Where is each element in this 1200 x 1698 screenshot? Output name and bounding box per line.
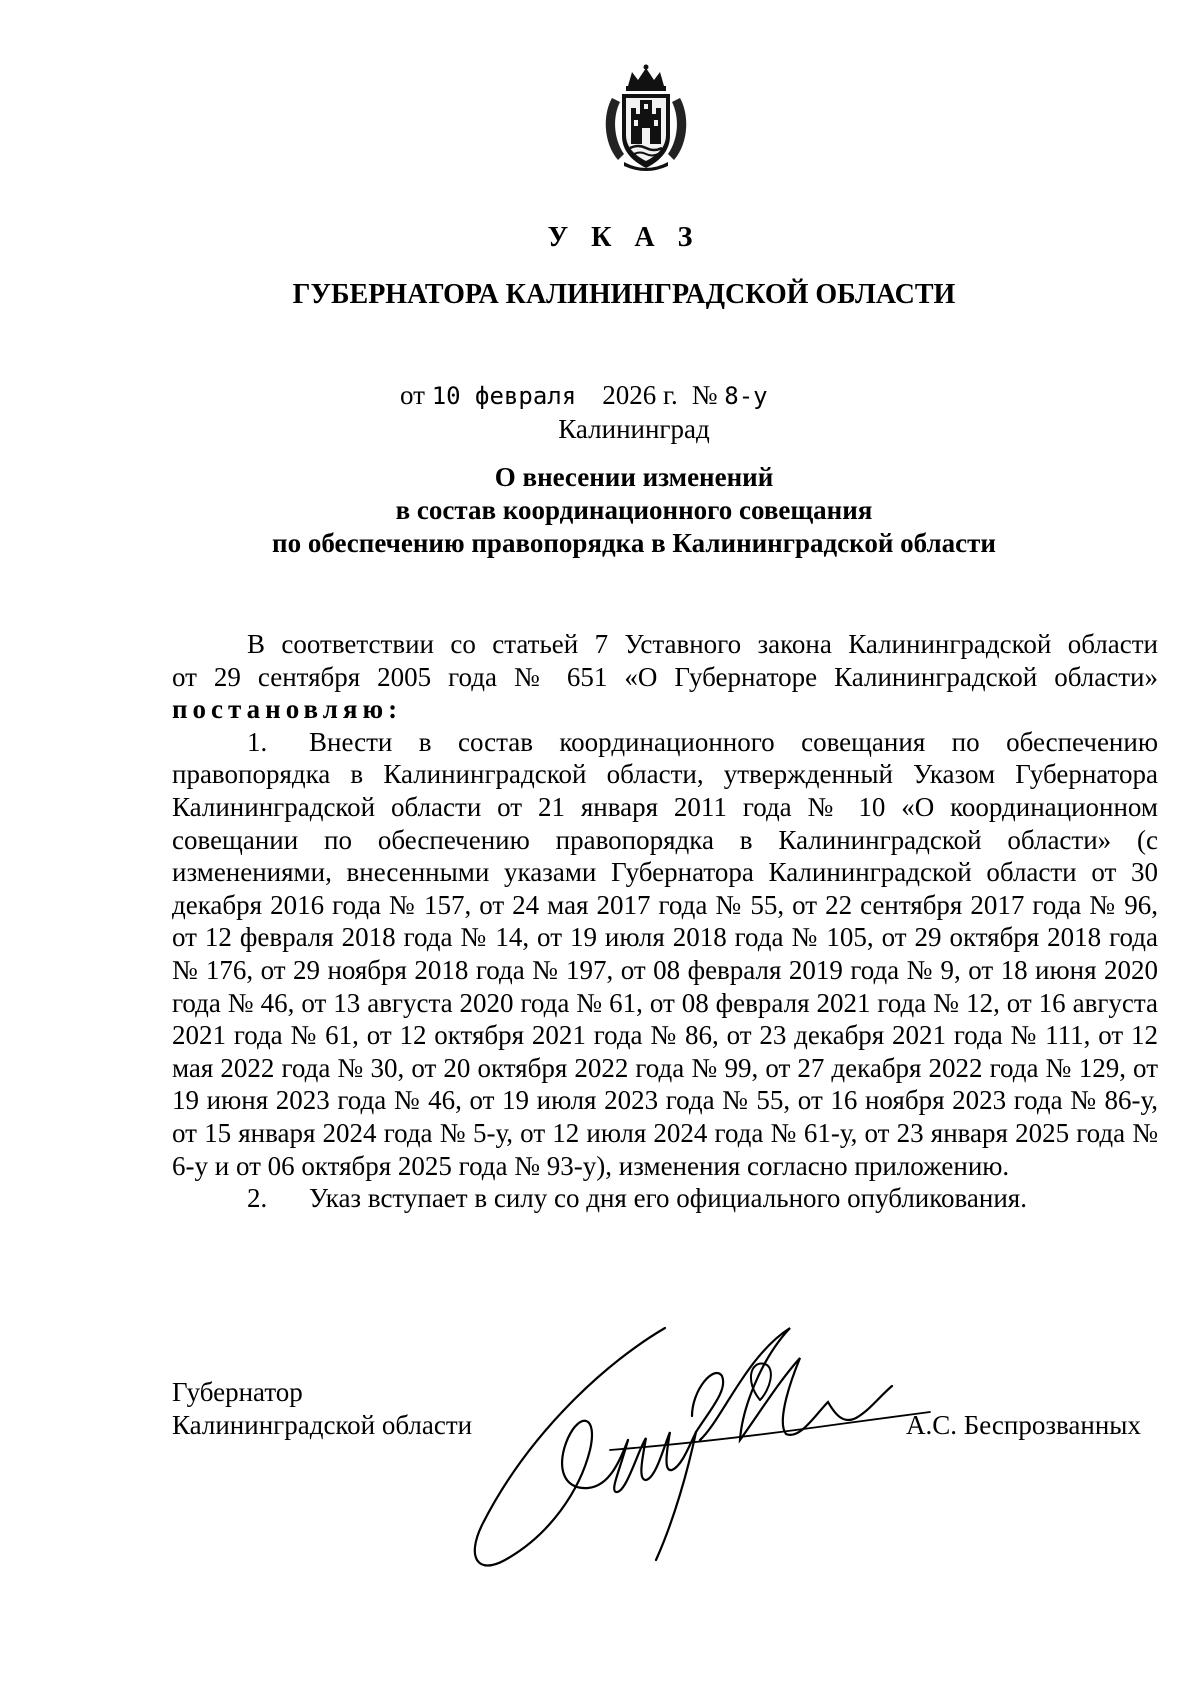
signer-title (172, 1376, 472, 1442)
number-prefix: № (691, 380, 718, 410)
date-value: 10 февраля (431, 382, 577, 410)
handwritten-signature (460, 1320, 940, 1580)
document-subject (0, 461, 1200, 560)
preamble-line: В соответствии со статьей 7 Уставного закона Калининградской области (247, 629, 1158, 659)
signer-title-line: Калининградской области (172, 1410, 473, 1440)
coat-of-arms-emblem (598, 62, 694, 174)
date-number-line (400, 380, 768, 411)
document-type-heading: У К А З (547, 222, 701, 253)
subject-line: в состав координационного совещания (395, 495, 873, 525)
item-text: Внести в состав координационного совещания по обеспечению правопорядка в Калининградской области, утвержденный Указом Губернатора Калининградской области от 21 января 2011 года № 10 «О координационном совещании по обеспечению правопорядка в Калининградской области» (с изменениями, внесенными указами Губернатора Калининградской области от 30 декабря 2016 года № 157, от 24 мая 2017 года № 55, от 22 сентября 2017 года № 96, от 12 февраля 2018 года № 14, от 19 июля 2018 года № 105, от 29 октября 2018 года № 176, от 29 ноября 2018 года № 197, от 08 февраля 2019 года № 9, от 18 июня 2020 года № 46, от 13 августа 2020 года № 61, от 08 февраля 2021 года № 12, от 16 августа 2021 года № 61, от 12 октября 2021 года № 86, от 23 декабря 2021 года № 111, от 12 мая 2022 года № 30, от 20 октября 2022 года № 99, от 27 декабря 2022 года № 129, от 19 июня 2023 года № 46, от 19 июля 2023 года № 55, от 16 ноября 2023 года № 86-у, от 15 января 2024 года № 5-у, от 12 июля 2024 года № 61-у, от 23 января 2025 года № 6-у и от 06 октября 2025 года № 93-у), изменения согласно приложению. (172, 726, 1158, 1181)
document-body (172, 628, 1158, 1215)
year-value: 2026 г. (602, 380, 678, 410)
item-number: 2. (247, 1183, 268, 1214)
date-prefix: от (400, 380, 425, 410)
decree-item-2 (172, 1182, 1158, 1215)
city-name: Калининград (558, 414, 710, 444)
decree-verb: постановляю: (172, 694, 403, 725)
item-text: Указ вступает в силу со дня его официального опубликования. (309, 1183, 1027, 1214)
document-issuer-heading: ГУБЕРНАТОРА КАЛИНИНГРАДСКОЙ ОБЛАСТИ (292, 279, 956, 310)
document-number: 8-у (724, 382, 768, 410)
item-number: 1. (247, 726, 268, 757)
subject-line: по обеспечению правопорядка в Калининградской области (272, 528, 996, 558)
preamble-line: от 29 сентября 2005 года № 651 «О Губернаторе Калининградской области» (172, 661, 1158, 692)
signer-title-line: Губернатор (172, 1377, 303, 1407)
decree-item-1 (172, 726, 1158, 1182)
subject-line: О внесении изменений (494, 462, 774, 492)
signer-name: А.С. Беспрозванных (906, 1410, 1141, 1440)
